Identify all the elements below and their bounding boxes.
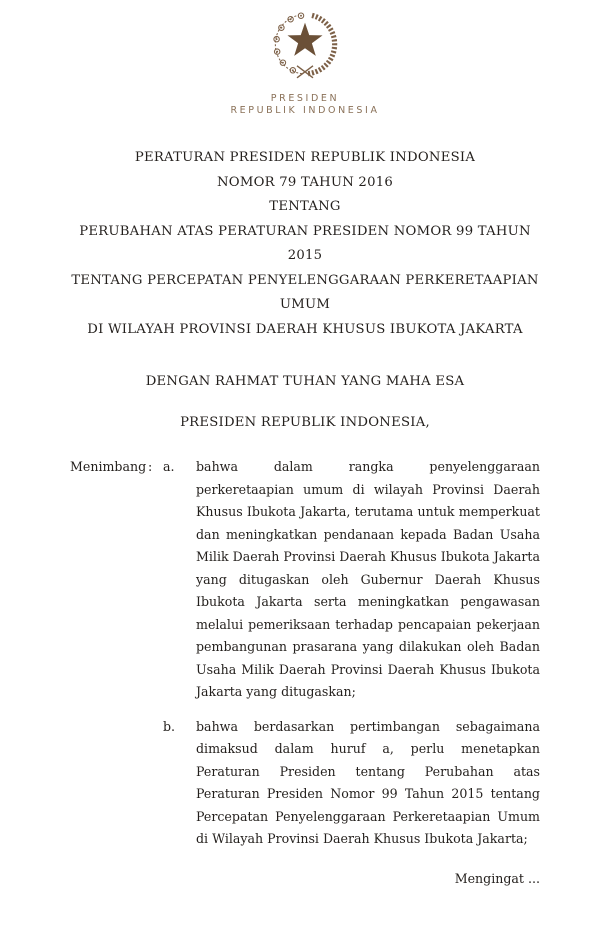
- title-line-5: TENTANG PERCEPATAN PENYELENGGARAAN PERKERETAAPIAN UMUM: [71, 272, 539, 312]
- issuing-authority-line: PRESIDEN REPUBLIK INDONESIA,: [180, 415, 430, 430]
- item-letter-b: b.: [163, 718, 176, 734]
- presidential-star-emblem-icon: [257, 8, 353, 90]
- page-continuation-catchword: Mengingat ...: [454, 870, 540, 886]
- title-line-1: PERATURAN PRESIDEN REPUBLIK INDONESIA: [134, 150, 476, 165]
- consideration-item-b: [163, 716, 540, 851]
- letterhead-text: [70, 93, 540, 116]
- title-line-3: TENTANG: [269, 199, 341, 214]
- menimbang-label: Menimbang: [70, 459, 147, 474]
- consideration-items: [163, 456, 540, 851]
- letterhead-republik-indonesia: REPUBLIK INDONESIA: [230, 104, 380, 116]
- regulation-title: [70, 146, 540, 342]
- item-text-a: bahwa dalam rangka penyelenggaraan perkeretaapian umum di wilayah Provinsi Daerah Khusus Ibukota Jakarta, terutama untuk memperkuat dan meningkatkan pendanaan kepada Badan Usaha Milik Daerah Provinsi Daerah Khusus Ibukota Jakarta yang ditugaskan oleh Gubernur Daerah Khusus Ibukota Jakarta serta meningkatkan pengawasan melalui pemeriksaan terhadap pencapaian pekerjaan pembangunan prasarana yang dilakukan oleh Badan Usaha Milik Daerah Provinsi Daerah Khusus Ibukota Jakarta yang ditugaskan;: [196, 459, 540, 699]
- title-line-2: NOMOR 79 TAHUN 2016: [216, 174, 393, 190]
- consideration-item-a: [163, 456, 540, 704]
- item-letter-a: a.: [163, 459, 175, 474]
- item-text-b: bahwa berdasarkan pertimbangan sebagaimana dimaksud dalam huruf a, perlu menetapkan Peraturan Presiden tentang Perubahan atas Peraturan Presiden Nomor 99 Tahun 2015 tentang Percepatan Penyelenggaraan Perkeretaapian Umum di Wilayah Provinsi Daerah Khusus Ibukota Jakarta;: [196, 718, 540, 846]
- menimbang-colon: :: [148, 459, 153, 474]
- considerations-clause: [70, 456, 540, 851]
- invocation-line: DENGAN RAHMAT TUHAN YANG MAHA ESA: [145, 374, 465, 389]
- title-line-4: PERUBAHAN ATAS PERATURAN PRESIDEN NOMOR 99 TAHUN 2015: [79, 223, 531, 263]
- letterhead: [70, 8, 540, 116]
- title-line-6: DI WILAYAH PROVINSI DAERAH KHUSUS IBUKOTA JAKARTA: [87, 321, 523, 337]
- letterhead-presiden: PRESIDEN: [270, 93, 340, 104]
